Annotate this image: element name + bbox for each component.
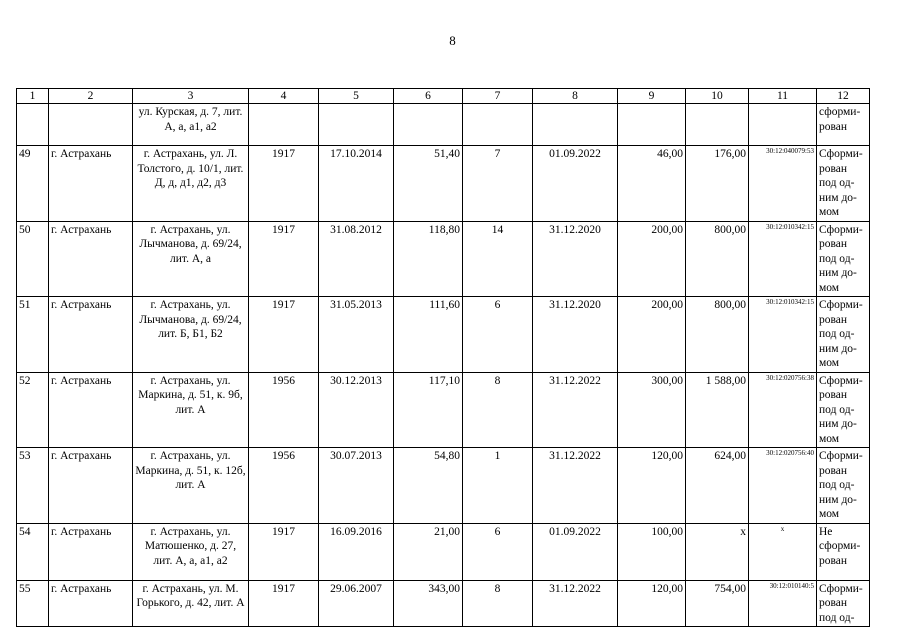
column-header: 8: [533, 89, 618, 104]
cell-col-3: г. Астрахань, ул. Маркина, д. 51, к. 12б, лит. А: [133, 448, 249, 524]
table-row: [17, 297, 870, 373]
cell-col-4: 1917: [249, 221, 319, 297]
cell-col-2: г. Астрахань: [49, 372, 133, 448]
cell-col-6: 118,80: [394, 221, 463, 297]
cell-col-1: 54: [17, 523, 49, 580]
cell-col-3: ул. Курская, д. 7, лит. А, а, а1, а2: [133, 104, 249, 146]
cell-col-12: сформи-рован: [817, 104, 870, 146]
column-header: 9: [618, 89, 686, 104]
cell-col-1: [17, 104, 49, 146]
cell-col-7: 1: [463, 448, 533, 524]
cell-col-5: 29.06.2007: [319, 580, 394, 627]
cell-col-5: 30.07.2013: [319, 448, 394, 524]
cell-col-9: 200,00: [618, 221, 686, 297]
cell-col-8: 01.09.2022: [533, 146, 618, 222]
cell-col-3: г. Астрахань, ул. Лычманова, д. 69/24, лит. А, а: [133, 221, 249, 297]
cell-col-8: 31.12.2020: [533, 297, 618, 373]
cell-col-10: 1 588,00: [686, 372, 749, 448]
cell-col-12: Сформи-рован под од-ним до-мом: [817, 448, 870, 524]
cell-col-1: 53: [17, 448, 49, 524]
cell-col-1: 50: [17, 221, 49, 297]
cell-col-5: 17.10.2014: [319, 146, 394, 222]
cell-col-10: 176,00: [686, 146, 749, 222]
cell-col-9: 120,00: [618, 448, 686, 524]
header-row: [17, 89, 870, 104]
cell-col-4: 1917: [249, 297, 319, 373]
cell-col-3: г. Астрахань, ул. Л. Толстого, д. 10/1, лит. Д, д, д1, д2, д3: [133, 146, 249, 222]
cell-col-6: 54,80: [394, 448, 463, 524]
cell-col-7: 14: [463, 221, 533, 297]
cell-col-8: 31.12.2022: [533, 448, 618, 524]
cell-col-6: 117,10: [394, 372, 463, 448]
cell-col-3: г. Астрахань, ул. Матюшенко, д. 27, лит. А, а, а1, а2: [133, 523, 249, 580]
column-header: 2: [49, 89, 133, 104]
cell-col-7: 8: [463, 580, 533, 627]
cell-col-2: г. Астрахань: [49, 523, 133, 580]
cell-col-7: 7: [463, 146, 533, 222]
cell-col-10: 624,00: [686, 448, 749, 524]
cell-col-9: 100,00: [618, 523, 686, 580]
cell-col-11: 30:12:010342:15: [749, 297, 817, 373]
cell-col-9: 46,00: [618, 146, 686, 222]
column-header: 3: [133, 89, 249, 104]
table-row: [17, 104, 870, 146]
cell-col-6: [394, 104, 463, 146]
cell-col-2: г. Астрахань: [49, 297, 133, 373]
cell-col-5: 31.08.2012: [319, 221, 394, 297]
cell-col-2: г. Астрахань: [49, 580, 133, 627]
cell-col-8: 31.12.2022: [533, 372, 618, 448]
housing-register-table: [16, 88, 870, 627]
cell-col-7: 6: [463, 297, 533, 373]
cell-col-5: 30.12.2013: [319, 372, 394, 448]
cell-col-10: 754,00: [686, 580, 749, 627]
cell-col-6: 51,40: [394, 146, 463, 222]
cell-col-10: 800,00: [686, 221, 749, 297]
cell-col-12: Сформи-рован под од-ним до-мом: [817, 146, 870, 222]
cell-col-8: [533, 104, 618, 146]
column-header: 4: [249, 89, 319, 104]
cell-col-1: 51: [17, 297, 49, 373]
cell-col-4: 1917: [249, 146, 319, 222]
table-row: [17, 146, 870, 222]
cell-col-4: 1956: [249, 372, 319, 448]
cell-col-11: 30:12:010342:15: [749, 221, 817, 297]
cell-col-1: 55: [17, 580, 49, 627]
cell-col-9: [618, 104, 686, 146]
cell-col-6: 21,00: [394, 523, 463, 580]
cell-col-11: 30:12:040079:53: [749, 146, 817, 222]
cell-col-7: [463, 104, 533, 146]
table-row: [17, 448, 870, 524]
cell-col-11: 30:12:020756:40: [749, 448, 817, 524]
cell-col-2: г. Астрахань: [49, 146, 133, 222]
cell-col-9: 200,00: [618, 297, 686, 373]
cell-col-12: Сформи-рован под од-ним до-мом: [817, 297, 870, 373]
cell-col-11: [749, 104, 817, 146]
cell-col-5: [319, 104, 394, 146]
cell-col-2: г. Астрахань: [49, 221, 133, 297]
table-row: [17, 523, 870, 580]
table-row: [17, 372, 870, 448]
column-header: 10: [686, 89, 749, 104]
cell-col-3: г. Астрахань, ул. Лычманова, д. 69/24, лит. Б, Б1, Б2: [133, 297, 249, 373]
cell-col-1: 52: [17, 372, 49, 448]
cell-col-8: 31.12.2020: [533, 221, 618, 297]
column-header: 6: [394, 89, 463, 104]
cell-col-10: [686, 104, 749, 146]
cell-col-12: Сформи-рован под од-ним до-мом: [817, 221, 870, 297]
cell-col-1: 49: [17, 146, 49, 222]
column-header: 5: [319, 89, 394, 104]
cell-col-3: г. Астрахань, ул. М. Горького, д. 42, лит. А: [133, 580, 249, 627]
cell-col-5: 31.05.2013: [319, 297, 394, 373]
cell-col-10: 800,00: [686, 297, 749, 373]
cell-col-11: 30:12:020756:38: [749, 372, 817, 448]
cell-col-9: 120,00: [618, 580, 686, 627]
column-header: 1: [17, 89, 49, 104]
column-header: 7: [463, 89, 533, 104]
cell-col-5: 16.09.2016: [319, 523, 394, 580]
table-row: [17, 580, 870, 627]
cell-col-11: 30:12:010140:5: [749, 580, 817, 627]
cell-col-10: х: [686, 523, 749, 580]
cell-col-12: Сформи-рован под од-ним до-мом: [817, 372, 870, 448]
cell-col-12: Не сформи-рован: [817, 523, 870, 580]
cell-col-2: [49, 104, 133, 146]
column-header: 11: [749, 89, 817, 104]
cell-col-3: г. Астрахань, ул. Маркина, д. 51, к. 9б, лит. А: [133, 372, 249, 448]
cell-col-2: г. Астрахань: [49, 448, 133, 524]
cell-col-6: 111,60: [394, 297, 463, 373]
cell-col-9: 300,00: [618, 372, 686, 448]
cell-col-8: 31.12.2022: [533, 580, 618, 627]
page-number: 8: [449, 33, 456, 48]
table-row: [17, 221, 870, 297]
cell-col-6: 343,00: [394, 580, 463, 627]
cell-col-4: [249, 104, 319, 146]
cell-col-12: Сформи-рован под од-: [817, 580, 870, 627]
cell-col-11: х: [749, 523, 817, 580]
column-header: 12: [817, 89, 870, 104]
cell-col-7: 8: [463, 372, 533, 448]
cell-col-4: 1917: [249, 580, 319, 627]
cell-col-4: 1956: [249, 448, 319, 524]
cell-col-8: 01.09.2022: [533, 523, 618, 580]
cell-col-7: 6: [463, 523, 533, 580]
cell-col-4: 1917: [249, 523, 319, 580]
